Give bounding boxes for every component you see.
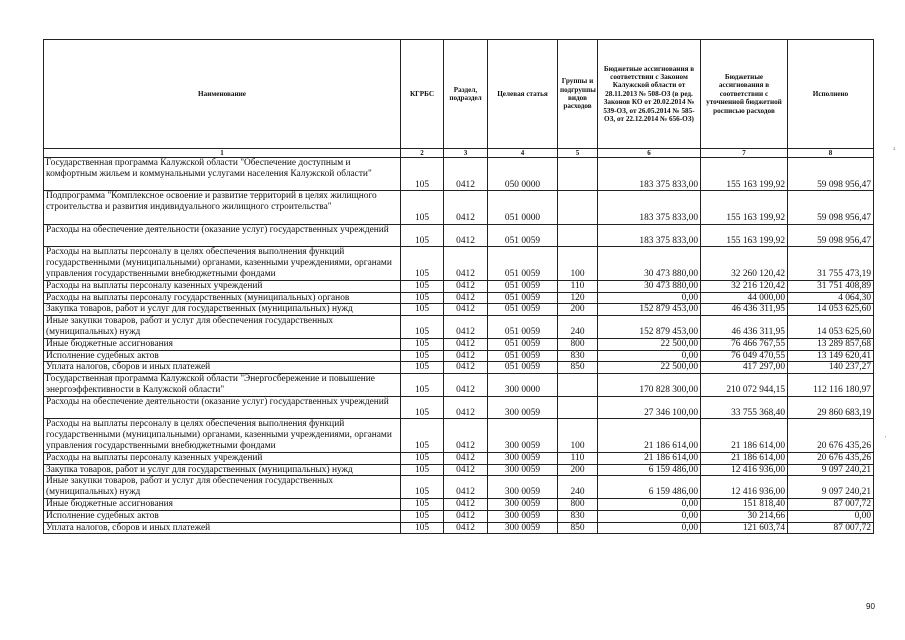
row-statya: 051 0059 [488,338,558,350]
budget-table-sheet [43,39,873,534]
header-rospis: Бюджетные ассигнования в соответствии с уточненной бюджетной росписью расходов [701,40,788,149]
column-number: 3 [444,149,488,158]
row-kgrbs: 105 [401,292,444,304]
row-rospis: 76 049 470,55 [701,350,788,362]
row-budget: 152 879 453,00 [598,304,701,316]
row-name: Исполнение судебных актов [44,350,401,362]
row-statya: 300 0059 [488,419,558,452]
row-budget: 183 375 833,00 [598,158,701,191]
row-budget: 0,00 [598,350,701,362]
column-number: 1 [44,149,401,158]
table-row [44,280,874,292]
row-razdel: 0412 [444,304,488,316]
row-razdel: 0412 [444,374,488,397]
row-razdel: 0412 [444,362,488,374]
row-budget: 27 346 100,00 [598,396,701,419]
row-budget: 183 375 833,00 [598,224,701,247]
row-statya: 300 0059 [488,464,558,476]
table-row [44,476,874,499]
row-ispolneno: 87 007,72 [788,498,874,510]
row-razdel: 0412 [444,292,488,304]
row-name: Расходы на обеспечение деятельности (оказание услуг) государственных учреждений [44,396,401,419]
row-rospis: 21 186 614,00 [701,452,788,464]
row-razdel: 0412 [444,498,488,510]
row-kgrbs: 105 [401,522,444,534]
column-number: 6 [598,149,701,158]
row-name: Иные закупки товаров, работ и услуг для обеспечения государственных (муниципальных) нужд [44,476,401,499]
row-vid [558,396,598,419]
row-name: Расходы на обеспечение деятельности (оказание услуг) государственных учреждений [44,224,401,247]
row-kgrbs: 105 [401,419,444,452]
row-budget: 22 500,00 [598,362,701,374]
row-rospis: 21 186 614,00 [701,419,788,452]
row-rospis: 12 416 936,00 [701,476,788,499]
row-budget: 170 828 300,00 [598,374,701,397]
table-row [44,464,874,476]
row-statya: 051 0059 [488,292,558,304]
table-row [44,419,874,452]
margin-mark: ' [885,436,887,443]
row-vid: 110 [558,280,598,292]
row-kgrbs: 105 [401,224,444,247]
row-statya: 300 0059 [488,510,558,522]
row-statya: 051 0059 [488,350,558,362]
row-name: Расходы на выплаты персоналу казенных учреждений [44,280,401,292]
row-rospis: 46 436 311,95 [701,316,788,339]
row-ispolneno: 59 098 956,47 [788,191,874,224]
row-rospis: 121 603,74 [701,522,788,534]
row-vid: 850 [558,522,598,534]
row-statya: 051 0059 [488,316,558,339]
row-statya: 051 0059 [488,304,558,316]
page-number: 90 [866,602,875,611]
row-razdel: 0412 [444,280,488,292]
row-budget: 0,00 [598,510,701,522]
table-row [44,362,874,374]
table-row [44,510,874,522]
row-name: Иные бюджетные ассигнования [44,498,401,510]
row-ispolneno: 59 098 956,47 [788,224,874,247]
row-kgrbs: 105 [401,280,444,292]
header-statya: Целевая статья [488,40,558,149]
row-ispolneno: 4 064,30 [788,292,874,304]
table-row [44,158,874,191]
row-name: Государственная программа Калужской области "Обеспечение доступным и комфортным жильем и коммунальными услугами населения Калужской области" [44,158,401,191]
row-kgrbs: 105 [401,374,444,397]
row-vid: 800 [558,338,598,350]
header-vid: Группы и подгруппы видов расходов [558,40,598,149]
row-name: Уплата налогов, сборов и иных платежей [44,522,401,534]
table-row [44,522,874,534]
row-statya: 300 0059 [488,498,558,510]
row-kgrbs: 105 [401,350,444,362]
budget-execution-table [43,39,874,534]
row-kgrbs: 105 [401,464,444,476]
row-vid: 830 [558,350,598,362]
row-name: Закупка товаров, работ и услуг для государственных (муниципальных) нужд [44,464,401,476]
row-budget: 0,00 [598,292,701,304]
table-row [44,338,874,350]
row-kgrbs: 105 [401,247,444,280]
row-vid: 800 [558,498,598,510]
row-ispolneno: 29 860 683,19 [788,396,874,419]
table-row [44,191,874,224]
row-rospis: 46 436 311,95 [701,304,788,316]
row-budget: 30 473 880,00 [598,280,701,292]
row-budget: 21 186 614,00 [598,419,701,452]
row-ispolneno: 31 751 408,89 [788,280,874,292]
table-row [44,452,874,464]
row-kgrbs: 105 [401,396,444,419]
row-name: Расходы на выплаты персоналу государственных (муниципальных) органов [44,292,401,304]
table-row [44,498,874,510]
row-vid [558,191,598,224]
row-statya: 051 0059 [488,362,558,374]
row-statya: 300 0059 [488,452,558,464]
row-rospis: 151 818,40 [701,498,788,510]
table-row [44,396,874,419]
row-rospis: 155 163 199,92 [701,158,788,191]
column-number-row [44,149,874,158]
row-ispolneno: 20 676 435,26 [788,452,874,464]
row-kgrbs: 105 [401,191,444,224]
row-razdel: 0412 [444,191,488,224]
row-razdel: 0412 [444,158,488,191]
row-ispolneno: 87 007,72 [788,522,874,534]
row-razdel: 0412 [444,338,488,350]
row-name: Расходы на выплаты персоналу в целях обеспечения выполнения функций государственными (муниципальными) органами, казенными учреждениями, органами управления государственными внебюджетными фондами [44,419,401,452]
column-number: 2 [401,149,444,158]
row-statya: 300 0059 [488,476,558,499]
table-row [44,316,874,339]
row-statya: 051 0059 [488,247,558,280]
row-statya: 050 0000 [488,158,558,191]
row-ispolneno: 59 098 956,47 [788,158,874,191]
row-name: Государственная программа Калужской области "Энергосбережение и повышение энергоэффективности в Калужской области" [44,374,401,397]
header-kgrbs: КГРБС [401,40,444,149]
row-ispolneno: 9 097 240,21 [788,464,874,476]
row-rospis: 32 260 120,42 [701,247,788,280]
row-budget: 22 500,00 [598,338,701,350]
column-number: 8 [788,149,874,158]
row-budget: 6 159 486,00 [598,476,701,499]
row-budget: 0,00 [598,498,701,510]
table-row [44,247,874,280]
row-budget: 152 879 453,00 [598,316,701,339]
table-row [44,374,874,397]
row-statya: 300 0059 [488,522,558,534]
row-vid: 110 [558,452,598,464]
row-ispolneno: 9 097 240,21 [788,476,874,499]
column-number: 7 [701,149,788,158]
row-razdel: 0412 [444,247,488,280]
row-rospis: 417 297,00 [701,362,788,374]
row-rospis: 44 000,00 [701,292,788,304]
row-razdel: 0412 [444,510,488,522]
row-razdel: 0412 [444,224,488,247]
row-vid: 100 [558,419,598,452]
row-name: Исполнение судебных актов [44,510,401,522]
table-header-row [44,40,874,149]
table-row [44,350,874,362]
row-ispolneno: 112 116 180,97 [788,374,874,397]
row-ispolneno: 140 237,27 [788,362,874,374]
row-statya: 051 0059 [488,280,558,292]
row-ispolneno: 20 676 435,26 [788,419,874,452]
row-ispolneno: 0,00 [788,510,874,522]
row-vid: 240 [558,316,598,339]
row-vid: 200 [558,464,598,476]
row-name: Подпрограмма "Комплексное освоение и развитие территорий в целях жилищного строительства и развития индивидуального жилищного строительства" [44,191,401,224]
row-razdel: 0412 [444,464,488,476]
row-razdel: 0412 [444,316,488,339]
row-name: Расходы на выплаты персоналу в целях обеспечения выполнения функций государственными (муниципальными) органами, казенными учреждениями, органами управления государственными внебюджетными фондами [44,247,401,280]
row-kgrbs: 105 [401,158,444,191]
row-kgrbs: 105 [401,452,444,464]
header-name: Наименование [44,40,401,149]
row-vid: 830 [558,510,598,522]
row-kgrbs: 105 [401,510,444,522]
row-kgrbs: 105 [401,362,444,374]
margin-mark: ¹ [893,147,896,154]
row-statya: 300 0059 [488,396,558,419]
row-rospis: 210 072 944,15 [701,374,788,397]
row-razdel: 0412 [444,419,488,452]
row-rospis: 12 416 936,00 [701,464,788,476]
column-number: 5 [558,149,598,158]
row-razdel: 0412 [444,452,488,464]
row-vid: 120 [558,292,598,304]
row-razdel: 0412 [444,476,488,499]
row-name: Закупка товаров, работ и услуг для государственных (муниципальных) нужд [44,304,401,316]
header-ispolneno: Исполнено [788,40,874,149]
column-number: 4 [488,149,558,158]
table-body [44,158,874,534]
row-name: Иные закупки товаров, работ и услуг для обеспечения государственных (муниципальных) нужд [44,316,401,339]
row-rospis: 155 163 199,92 [701,224,788,247]
row-ispolneno: 14 053 625,60 [788,304,874,316]
row-budget: 0,00 [598,522,701,534]
row-ispolneno: 13 149 620,41 [788,350,874,362]
row-statya: 300 0000 [488,374,558,397]
row-rospis: 30 214,66 [701,510,788,522]
row-statya: 051 0059 [488,224,558,247]
row-statya: 051 0000 [488,191,558,224]
row-rospis: 32 216 120,42 [701,280,788,292]
header-budget: Бюджетные ассигнования в соответствии с Законом Калужской области от 28.11.2013 № 508-ОЗ (в ред. Законов КО от 20.02.2014 № 539-ОЗ, от 26.05.2014 № 585-ОЗ, от 22.12.2014 № 656-ОЗ) [598,40,701,149]
row-kgrbs: 105 [401,338,444,350]
row-vid [558,374,598,397]
table-row [44,304,874,316]
row-rospis: 76 466 767,55 [701,338,788,350]
row-name: Уплата налогов, сборов и иных платежей [44,362,401,374]
table-row [44,224,874,247]
row-kgrbs: 105 [401,316,444,339]
row-budget: 183 375 833,00 [598,191,701,224]
row-kgrbs: 105 [401,476,444,499]
row-rospis: 33 755 368,40 [701,396,788,419]
row-razdel: 0412 [444,350,488,362]
row-ispolneno: 14 053 625,60 [788,316,874,339]
row-ispolneno: 13 289 857,68 [788,338,874,350]
row-budget: 6 159 486,00 [598,464,701,476]
row-budget: 30 473 880,00 [598,247,701,280]
row-vid: 240 [558,476,598,499]
row-vid [558,158,598,191]
row-razdel: 0412 [444,396,488,419]
row-name: Расходы на выплаты персоналу казенных учреждений [44,452,401,464]
row-rospis: 155 163 199,92 [701,191,788,224]
table-row [44,292,874,304]
header-razdel: Раздел, подраздел [444,40,488,149]
row-razdel: 0412 [444,522,488,534]
row-ispolneno: 31 755 473,19 [788,247,874,280]
row-vid: 200 [558,304,598,316]
row-vid: 850 [558,362,598,374]
row-vid: 100 [558,247,598,280]
row-kgrbs: 105 [401,498,444,510]
row-kgrbs: 105 [401,304,444,316]
row-budget: 21 186 614,00 [598,452,701,464]
row-name: Иные бюджетные ассигнования [44,338,401,350]
row-vid [558,224,598,247]
